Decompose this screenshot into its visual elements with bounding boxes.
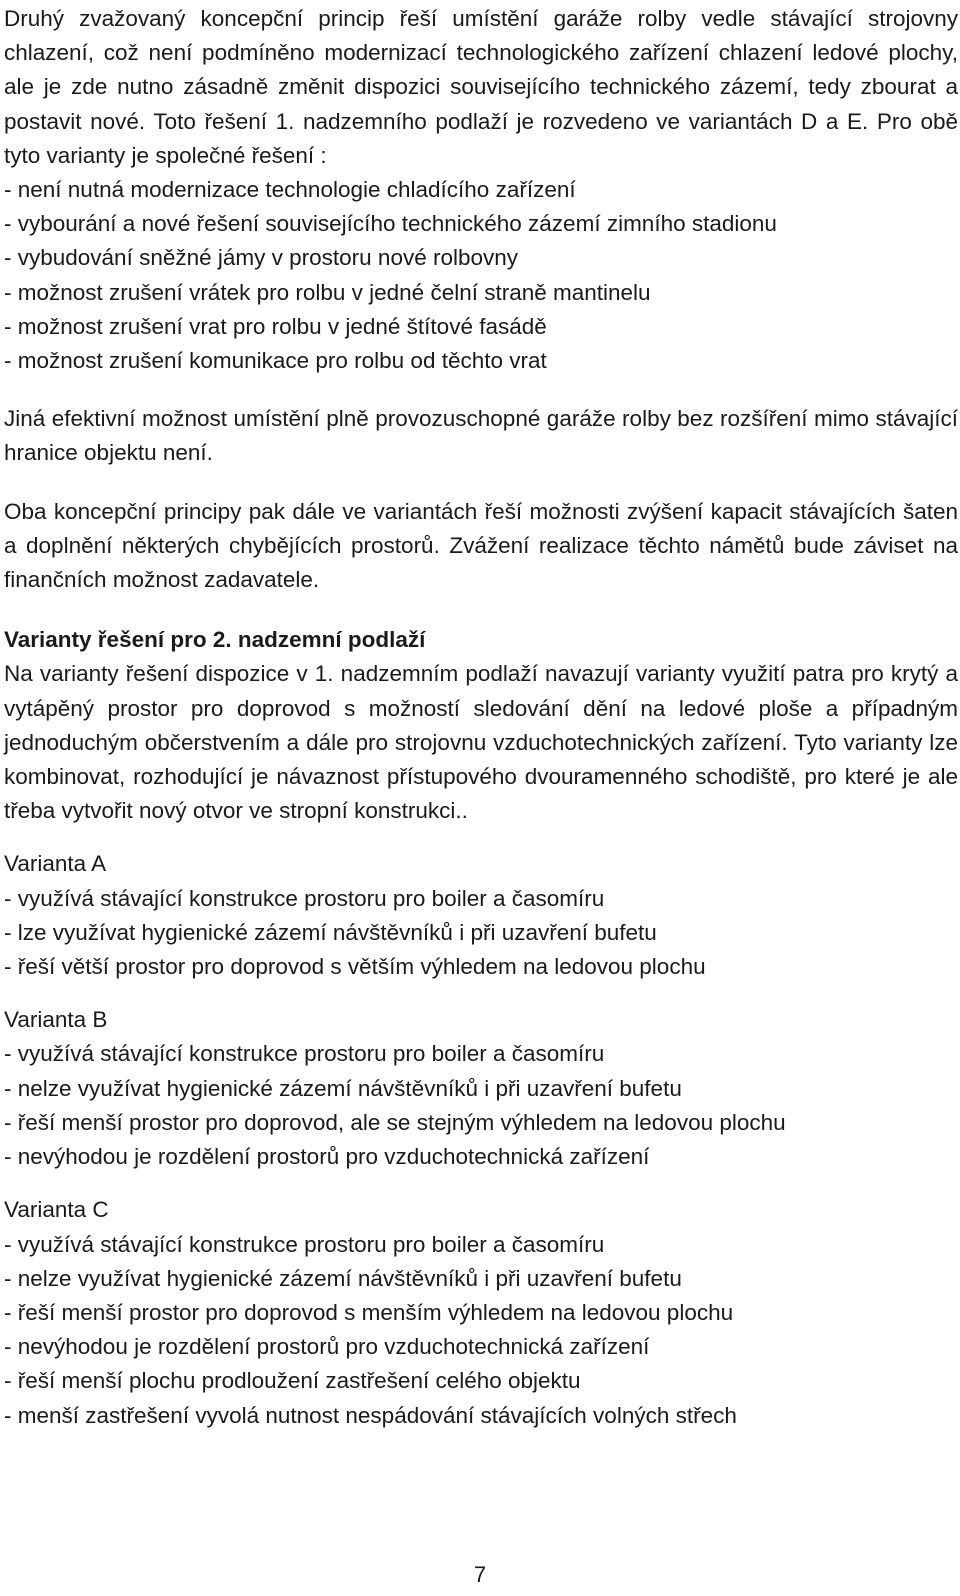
paragraph-both-principles: Oba koncepční principy pak dále ve variantách řeší možnosti zvýšení kapacit stávajících šaten a doplnění některých chybějících prostorů. Zvážení realizace těchto námětů bude záviset na finančních možnost zadavatele. [4,498,958,593]
page-number: 7 [473,1562,487,1587]
list-item: - vybudování sněžné jámy v prostoru nové rolbovny [4,245,519,271]
section-heading: Varianty řešení pro 2. nadzemní podlaží [4,627,426,653]
variant-title: Varianta A [4,851,107,877]
list-item: - lze využívat hygienické zázemí návštěvníků i při uzavření bufetu [4,919,657,945]
list-item: - není nutná modernizace technologie chladícího zařízení [4,177,576,203]
list-item: - řeší menší prostor pro doprovod s menším výhledem na ledovou plochu [4,1299,734,1325]
variant-b-block [4,1003,958,1174]
list-item: - možnost zrušení vrat pro rolbu v jedné štítové fasádě [4,313,547,339]
variant-a-block [4,847,958,984]
list-item: - možnost zrušení vrátek pro rolbu v jedné čelní straně mantinelu [4,279,651,305]
list-item: - menší zastřešení vyvolá nutnost nespádování stávajících volných střech [4,1402,737,1428]
list-item: - využívá stávající konstrukce prostoru pro boiler a časomíru [4,1231,605,1257]
variant-title: Varianta B [4,1007,108,1033]
variant-title: Varianta C [4,1197,109,1223]
list-item: - nelze využívat hygienické zázemí návštěvníků i při uzavření bufetu [4,1075,682,1101]
list-item: - řeší menší plochu prodloužení zastřešení celého objektu [4,1368,581,1394]
variant-c-block [4,1193,958,1432]
list-item: - nevýhodou je rozdělení prostorů pro vzduchotechnická zařízení [4,1144,650,1170]
list-item: - nevýhodou je rozdělení prostorů pro vzduchotechnická zařízení [4,1334,650,1360]
list-item: - vybourání a nové řešení souvisejícího technického zázemí zimního stadionu [4,211,777,237]
list-item: - řeší menší prostor pro doprovod, ale se stejným výhledem na ledovou plochu [4,1109,786,1135]
list-item: - řeší větší prostor pro doprovod s větším výhledem na ledovou plochu [4,954,706,980]
list-item: - využívá stávající konstrukce prostoru pro boiler a časomíru [4,1041,605,1067]
intro-paragraph: Druhý zvažovaný koncepční princip řeší umístění garáže rolby vedle stávající strojovny chlazení, což není podmíněno modernizací technologického zařízení chlazení ledové plochy, ale je zde nutno zásadně změnit dispozici souvisejícího technického zázemí, tedy zbourat a postavit nové. Toto řešení 1. nadzemního podlaží je rozvedeno ve variantách D a E. Pro obě tyto varianty je společné řešení : [4,6,958,168]
list-item: - využívá stávající konstrukce prostoru pro boiler a časomíru [4,885,605,911]
section-paragraph: Na varianty řešení dispozice v 1. nadzemním podlaží navazují varianty využití patra pro krytý a vytápěný prostor pro doprovod s možností sledování dění na ledové ploše a případným jednoduchým občerstvením a dále pro strojovnu vzduchotechnických zařízení. Tyto varianty lze kombinovat, rozhodující je návaznost přístupového dvouramenného schodiště, pro které je ale třeba vytvořit nový otvor ve stropní konstrukci.. [4,661,958,824]
paragraph-other-option: Jiná efektivní možnost umístění plně provozuschopné garáže rolby bez rozšíření mimo stávající hranice objektu není. [4,406,958,466]
list-item: - nelze využívat hygienické zázemí návštěvníků i při uzavření bufetu [4,1265,682,1291]
list-item: - možnost zrušení komunikace pro rolbu od těchto vrat [4,348,547,374]
document-page [4,2,958,1433]
intro-bullet-list [4,173,958,378]
